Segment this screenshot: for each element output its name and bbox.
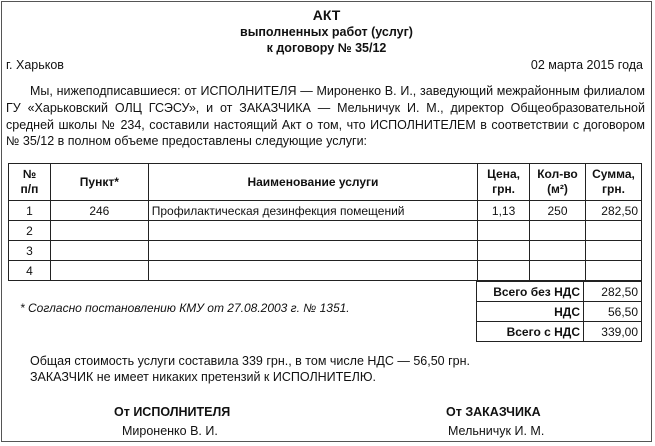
cell-num: 2 — [9, 221, 51, 241]
header-num: № п/п — [9, 164, 51, 201]
summary-no-claims: ЗАКАЗЧИК не имеет никаких претензий к ИСПОЛНИТЕЛЮ. — [30, 370, 376, 384]
total-without-vat-label: Всего без НДС — [477, 282, 584, 302]
cell-point: 246 — [50, 201, 148, 221]
vat-row — [477, 302, 642, 322]
header-quantity: Кол-во (м²) — [530, 164, 586, 201]
footnote: * Согласно постановлению КМУ от 27.08.2003 г. № 1351. — [20, 301, 350, 315]
header-service-name: Наименование услуги — [148, 164, 477, 201]
cell-quantity — [530, 241, 586, 261]
executor-signature-label: От ИСПОЛНИТЕЛЯ — [114, 405, 231, 419]
contract-reference: к договору № 35/12 — [266, 41, 387, 55]
services-table — [8, 163, 642, 281]
cell-service-name: Профилактическая дезинфекция помещений — [148, 201, 477, 221]
cell-quantity: 250 — [530, 201, 586, 221]
cell-point — [50, 221, 148, 241]
total-with-vat-value: 339,00 — [584, 322, 642, 342]
cell-sum — [585, 241, 641, 261]
vat-value: 56,50 — [584, 302, 642, 322]
total-without-vat-row — [477, 282, 642, 302]
cell-price — [478, 241, 530, 261]
cell-sum: 282,50 — [585, 201, 641, 221]
total-without-vat-value: 282,50 — [584, 282, 642, 302]
vat-label: НДС — [477, 302, 584, 322]
header-price: Цена, грн. — [478, 164, 530, 201]
cell-quantity — [530, 221, 586, 241]
cell-price — [478, 261, 530, 281]
table-header-row — [9, 164, 642, 201]
total-with-vat-row — [477, 322, 642, 342]
cell-point — [50, 241, 148, 261]
table-row — [9, 201, 642, 221]
cell-num: 1 — [9, 201, 51, 221]
cell-price: 1,13 — [478, 201, 530, 221]
cell-service-name — [148, 241, 477, 261]
totals-table — [476, 281, 642, 342]
document-title: АКТ — [312, 7, 341, 23]
header-point: Пункт* — [50, 164, 148, 201]
cell-quantity — [530, 261, 586, 281]
cell-point — [50, 261, 148, 281]
cell-price — [478, 221, 530, 241]
cell-sum — [585, 221, 641, 241]
table-row — [9, 261, 642, 281]
intro-paragraph: Мы, нижеподписавшиеся: от ИСПОЛНИТЕЛЯ — Мироненко В. И., заведующий межрайонным филиалом ГУ «Харьковский ОЛЦ ГСЭСУ», и от ЗАКАЗЧИКА — Мельничук И. М., директор Общеобразовательной средней школы № 234, составили настоящий Акт о том, что ИСПОЛНИТЕЛЕМ в соответствии с договором № 35/12 в полном объеме предоставлены следующие услуги: — [6, 84, 645, 149]
cell-service-name — [148, 221, 477, 241]
cell-num: 3 — [9, 241, 51, 261]
table-row — [9, 241, 642, 261]
city: г. Харьков — [6, 58, 64, 72]
document-subtitle: выполненных работ (услуг) — [240, 25, 413, 39]
total-with-vat-label: Всего с НДС — [477, 322, 584, 342]
cell-num: 4 — [9, 261, 51, 281]
document-date: 02 марта 2015 года — [530, 58, 643, 72]
cell-service-name — [148, 261, 477, 281]
act-document — [1, 1, 652, 442]
summary-cost: Общая стоимость услуги составила 339 грн., в том числе НДС — 56,50 грн. — [30, 354, 470, 368]
cell-sum — [585, 261, 641, 281]
customer-signature-name: Мельничук И. М. — [448, 424, 545, 438]
table-row — [9, 221, 642, 241]
executor-signature-name: Мироненко В. И. — [122, 424, 218, 438]
header-sum: Сумма, грн. — [585, 164, 641, 201]
customer-signature-label: От ЗАКАЗЧИКА — [446, 405, 541, 419]
